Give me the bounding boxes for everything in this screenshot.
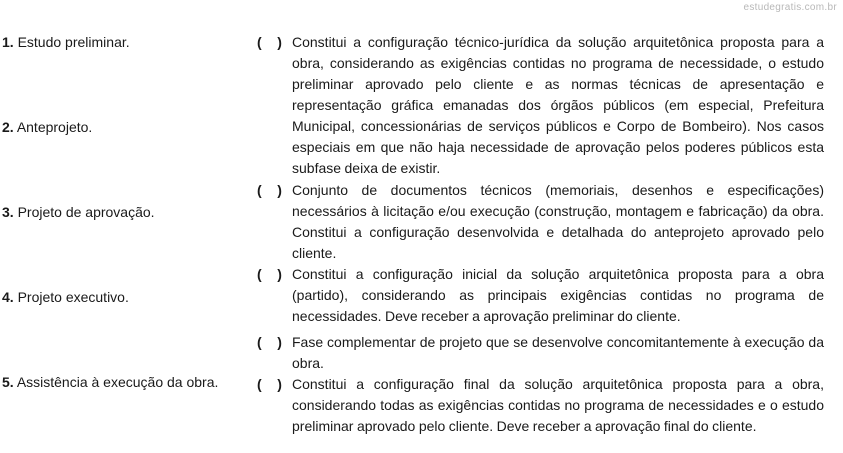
description-1: Constitui a configuração técnico-jurídica da solução arquitetônica proposta para a obra, considerando as exigências contidas no programa de necessidade, o estudo preliminar aprovado pelo cliente e as normas técnicas de apresentação e representação gráfica emanadas dos órgãos públicos (em especial, Prefeitura Municipal, concessionárias de serviços públicos e Corpo de Bombeiro). Nos casos especiais em que não haja necessidade de aprovação pelos poderes públicos esta subfase deixa de existir. [292, 34, 824, 176]
stage-item-5 [2, 372, 218, 393]
stage-item-2 [2, 117, 92, 138]
description-4: Fase complementar de projeto que se desenvolve concomitantemente à execução da obra. [292, 334, 824, 371]
stage-label: Projeto executivo. [17, 289, 129, 305]
stage-label: Projeto de aprovação. [17, 204, 155, 220]
answer-blank-4[interactable]: ( ) [257, 334, 282, 350]
description-2: Conjunto de documentos técnicos (memoriais, desenhos e especificações) necessários à licitação e/ou execução (construção, montagem e fabricação) da obra. Constitui a configuração desenvolvida e detalhada do anteprojeto aprovado pelo cliente. [292, 182, 824, 261]
stage-item-4 [2, 287, 129, 308]
stage-item-3 [2, 202, 155, 223]
stage-number: 2. [2, 119, 14, 135]
watermark: estudegratis.com.br [743, 2, 837, 13]
stage-label: Assistência à execução da obra. [16, 374, 219, 390]
answer-blank-2[interactable]: ( ) [257, 182, 282, 198]
stage-number: 3. [2, 204, 14, 220]
stage-label: Estudo preliminar. [17, 34, 130, 50]
stage-item-1 [2, 32, 130, 53]
description-5: Constitui a configuração final da solução arquitetônica proposta para a obra, considerando todas as exigências contidas no programa de necessidades e o estudo preliminar aprovado pelo cliente. Deve receber a aprovação final do cliente. [292, 376, 824, 434]
stage-number: 4. [2, 289, 14, 305]
answer-blank-3[interactable]: ( ) [257, 266, 282, 282]
answer-blank-5[interactable]: ( ) [257, 376, 282, 392]
stage-label: Anteprojeto. [16, 119, 93, 135]
answer-blank-1[interactable]: ( ) [257, 34, 282, 50]
stage-number: 5. [2, 374, 14, 390]
stage-number: 1. [2, 34, 14, 50]
description-3: Constitui a configuração inicial da solução arquitetônica proposta para a obra (partido), considerando as principais exigências contidas no programa de necessidades. Deve receber a aprovação preliminar do cliente. [292, 266, 824, 324]
